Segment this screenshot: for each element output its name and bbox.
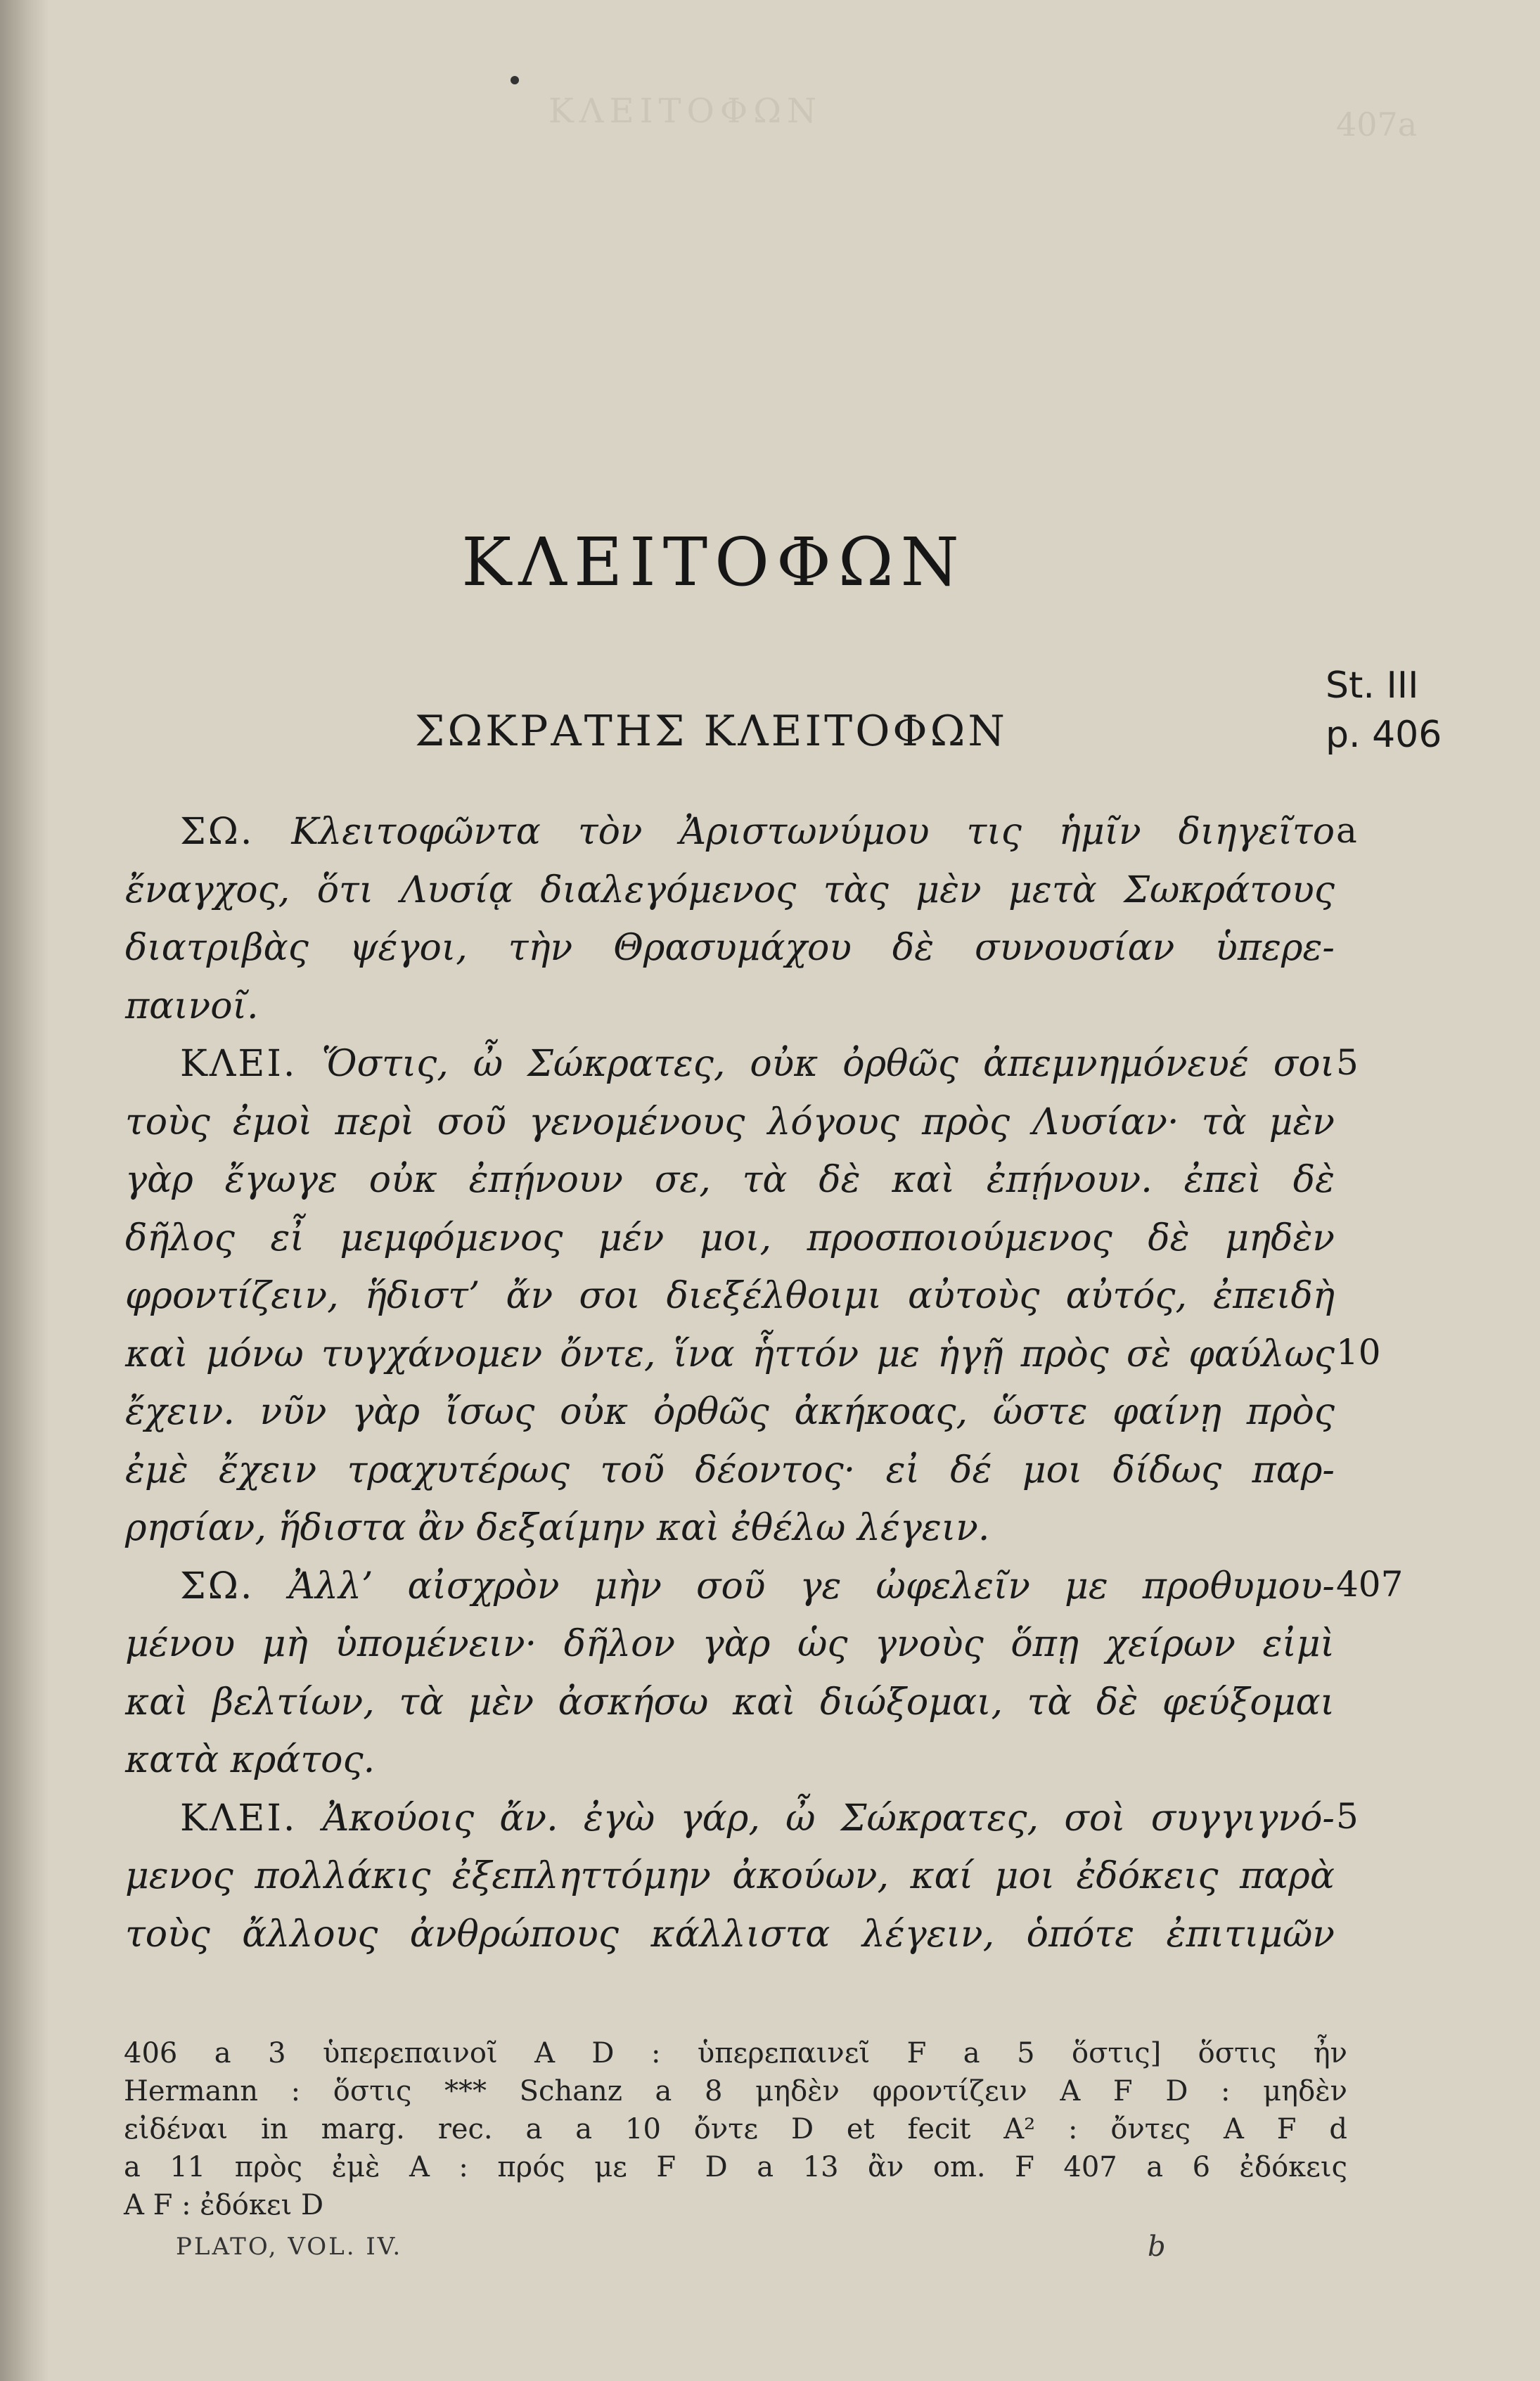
text-line	[125, 803, 1335, 861]
text-line	[125, 1093, 1335, 1152]
line-text: τοὺς ἄλλους ἀνθρώπους κάλλιστα λέγειν, ὁπότε ἐπιτιμῶν	[125, 1913, 1335, 1956]
text-line	[125, 1790, 1335, 1848]
line-text: γὰρ ἔγωγε οὐκ ἐπῄνουν σε, τὰ δὲ καὶ ἐπῄνουν. ἐπεὶ δὲ	[125, 1159, 1335, 1201]
text-line	[125, 1558, 1335, 1616]
show-through-heading: ΚΛΕΙΤΟΦΩΝ	[548, 91, 823, 131]
text-line	[125, 1442, 1335, 1500]
text-line	[125, 1035, 1335, 1093]
show-through-page-number: 407a	[1336, 105, 1418, 143]
line-text: παινοῖ.	[125, 984, 259, 1027]
speaker: ΚΛΕΙ.	[180, 1797, 297, 1840]
text-line	[125, 977, 1335, 1036]
line-text: ἐμὲ ἔχειν τραχυτέρως τοῦ δέοντος· εἰ δέ μοι δίδως παρ-	[125, 1449, 1335, 1491]
dialogue-title	[0, 524, 1540, 601]
apparatus-line: a 11 πρὸς ἐμὲ A : πρός με F D a 13 ἂν om. F 407 a 6 ἐδόκεις	[124, 2151, 1347, 2183]
line-text: ἔναγχος, ὅτι Λυσίᾳ διαλεγόμενος τὰς μὲν μετὰ Σωκράτους	[125, 868, 1335, 911]
text-line	[125, 919, 1335, 977]
margin-letter-a: a	[1336, 810, 1357, 851]
apparatus-line: 406 a 3 ὑπερεπαινοῖ A D : ὑπερεπαινεῖ F a 5 ὅστις] ὅστις ἦν	[124, 2037, 1347, 2069]
line-text: Ὅστις, ὦ Σώκρατες, οὐκ ὀρθῶς ἀπεμνημόνευέ σοι	[321, 1043, 1335, 1085]
line-text: δῆλος εἶ μεμφόμενος μέν μοι, προσποιούμενος δὲ μηδὲν	[125, 1217, 1335, 1259]
apparatus-line: εἰδέναι in marg. rec. a a 10 ὄντε D et fecit A² : ὄντες A F d	[124, 2113, 1347, 2145]
text-line	[125, 1383, 1335, 1442]
signature-mark: b	[1148, 2231, 1166, 2263]
line-text: τοὺς ἐμοὶ περὶ σοῦ γενομένους λόγους πρὸς Λυσίαν· τὰ μὲν	[125, 1100, 1335, 1143]
line-text: κατὰ κράτος.	[125, 1739, 376, 1781]
critical-apparatus	[124, 2034, 1347, 2224]
text-line	[125, 1674, 1335, 1732]
printer-dot	[511, 76, 519, 84]
text-line	[125, 1731, 1335, 1790]
text-line	[125, 1847, 1335, 1906]
text-line	[125, 1906, 1335, 1964]
speaker: ΚΛΕΙ.	[180, 1043, 297, 1085]
margin-line-5: 5	[1336, 1042, 1359, 1083]
apparatus-line: A F : ἐδόκει D	[124, 2189, 324, 2221]
text-line	[125, 1499, 1335, 1558]
stephanus-page: p. 406	[1326, 714, 1442, 756]
line-text: φροντίζειν, ἥδιστ’ ἄν σοι διεξέλθοιμι αὐτοὺς αὐτός, ἐπειδὴ	[125, 1275, 1335, 1317]
line-text: μενος πολλάκις ἐξεπληττόμην ἀκούων, καί μοι ἐδόκεις παρὰ	[125, 1855, 1335, 1897]
dialogue-title-text: ΚΛΕΙΤΟΦΩΝ	[461, 524, 966, 601]
line-text: Ἀλλ’ αἰσχρὸν μὴν σοῦ γε ὠφελεῖν με προθυμου-	[288, 1565, 1335, 1607]
line-text: Ἀκούοις ἄν. ἐγὼ γάρ, ὦ Σώκρατες, σοὶ συγγιγνό-	[322, 1797, 1335, 1840]
margin-line-5b: 5	[1336, 1796, 1359, 1837]
main-text	[125, 803, 1335, 1963]
stephanus-reference	[1326, 661, 1442, 759]
dramatis-personae: ΣΩΚΡΑΤΗΣ ΚΛΕΙΤΟΦΩΝ	[415, 707, 1008, 756]
text-line	[125, 1326, 1335, 1384]
line-text: Κλειτοφῶντα τὸν Ἀριστωνύμου τις ἡμῖν διηγεῖτο	[291, 811, 1335, 853]
apparatus-line: Hermann : ὅστις *** Schanz a 8 μηδὲν φροντίζειν A F D : μηδὲν	[124, 2075, 1347, 2107]
line-text: ἔχειν. νῦν γὰρ ἴσως οὐκ ὀρθῶς ἀκήκοας, ὥστε φαίνῃ πρὸς	[125, 1391, 1335, 1433]
margin-line-10: 10	[1336, 1332, 1381, 1373]
line-text: διατριβὰς ψέγοι, τὴν Θρασυμάχου δὲ συνουσίαν ὑπερε-	[125, 927, 1335, 969]
line-text: καὶ μόνω τυγχάνομεν ὄντε, ἵνα ἧττόν με ἡγῇ πρὸς σὲ φαύλως	[125, 1333, 1335, 1375]
page-binding-shadow	[0, 0, 49, 2381]
speaker: ΣΩ.	[180, 811, 255, 853]
speaker: ΣΩ.	[180, 1565, 255, 1607]
line-text: ρησίαν, ἥδιστα ἂν δεξαίμην καὶ ἐθέλω λέγειν.	[125, 1507, 990, 1549]
text-line	[125, 861, 1335, 920]
line-text: μένου μὴ ὑπομένειν· δῆλον γὰρ ὡς γνοὺς ὅπῃ χείρων εἰμὶ	[125, 1623, 1335, 1665]
text-line	[125, 1615, 1335, 1674]
text-line	[125, 1267, 1335, 1326]
stephanus-volume: St. III	[1326, 665, 1419, 707]
line-text: καὶ βελτίων, τὰ μὲν ἀσκήσω καὶ διώξομαι, τὰ δὲ φεύξομαι	[125, 1681, 1335, 1724]
margin-page-407: 407	[1336, 1564, 1404, 1605]
text-line	[125, 1209, 1335, 1268]
volume-footer: PLATO, VOL. IV.	[176, 2233, 403, 2261]
text-line	[125, 1151, 1335, 1209]
